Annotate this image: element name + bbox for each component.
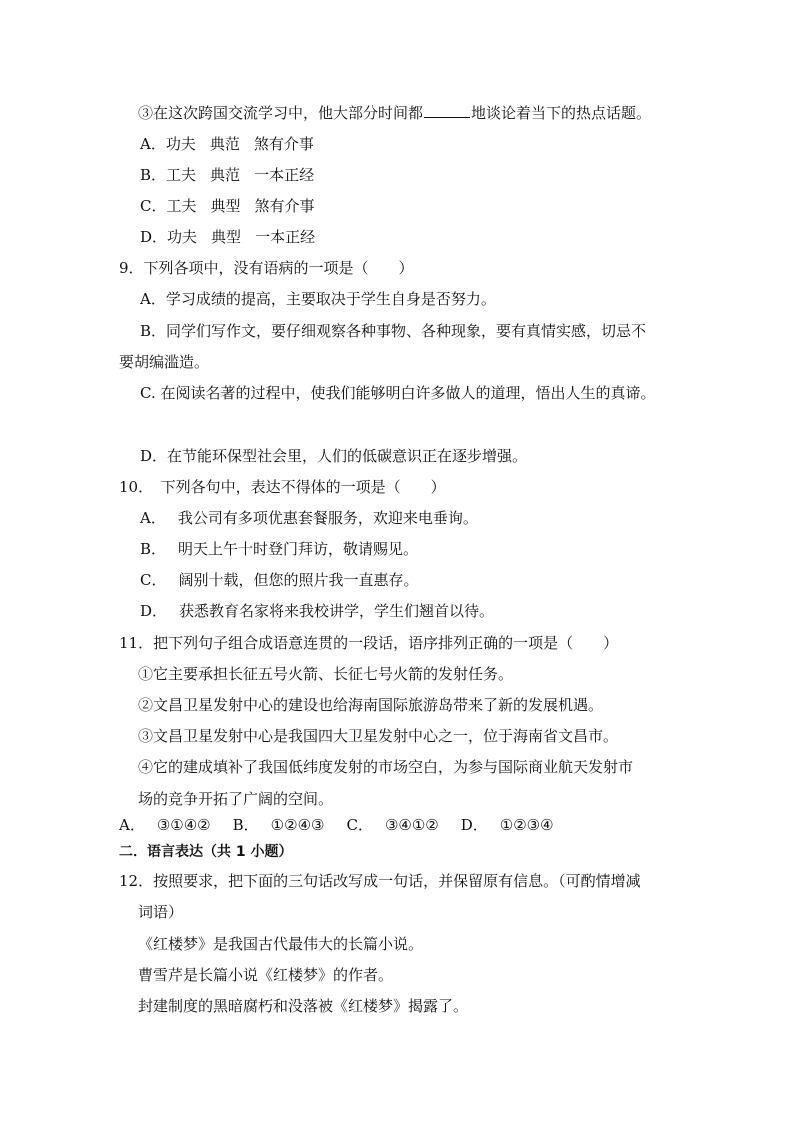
- q8-option-d: [140, 226, 315, 248]
- option-letter: D．: [140, 228, 168, 246]
- option-word: 煞有介事: [254, 197, 315, 215]
- option-letter: B．: [140, 166, 167, 184]
- q9-option-c: C. 在阅读名著的过程中，使我们能够明白许多做人的道理，悟出人生的真谛。: [140, 384, 656, 402]
- option-text: ①②③④: [499, 816, 554, 834]
- q8-item3-before: ③在这次跨国交流学习中，他大部分时间都: [138, 104, 424, 122]
- option-letter: A．: [119, 816, 145, 834]
- option-text: 明天上午十时登门拜访，敬请赐见。: [178, 540, 419, 558]
- option-text: 我公司有多项优惠套餐服务，欢迎来电垂询。: [177, 509, 478, 527]
- option-letter: C．: [140, 197, 167, 215]
- option-word: 一本正经: [255, 228, 316, 246]
- q11-options: [119, 814, 554, 836]
- q12-sentence-2: 曹雪芹是长篇小说《红楼梦》的作者。: [138, 966, 394, 984]
- q11-sentence-4-line2: 场的竞争开拓了广阔的空间。: [138, 790, 334, 808]
- option-letter: A．: [140, 135, 166, 153]
- option-letter: B．: [232, 816, 259, 834]
- section-heading: 二．语言表达（共 1 小题）: [119, 844, 293, 860]
- q10-stem: 10． 下列各句中，表达不得体的一项是（ ）: [119, 478, 446, 496]
- option-word: 工夫: [166, 166, 197, 184]
- option-letter: D．: [460, 816, 488, 834]
- option-text: ①②④③: [270, 816, 325, 834]
- q10-option-c: [140, 569, 419, 591]
- q12-stem-line2: 词语）: [138, 903, 184, 921]
- option-letter: C．: [140, 571, 167, 589]
- q12-sentence-1: 《红楼梦》是我国古代最伟大的长篇小说。: [138, 935, 424, 953]
- q8-option-b: [140, 164, 314, 186]
- q11-sentence-3: ③文昌卫星发射中心是我国四大卫星发射中心之一，位于海南省文昌市。: [138, 727, 619, 745]
- option-word: 典范: [209, 135, 240, 153]
- q10-option-b: [140, 538, 418, 560]
- option-word: 煞有介事: [253, 135, 314, 153]
- option-text: 获悉教育名家将来我校讲学，学生们翘首以待。: [179, 602, 495, 620]
- option-letter: D．: [140, 602, 168, 620]
- q9-option-d: D．在节能环保型社会里，人们的低碳意识正在逐步增强。: [140, 447, 528, 465]
- q8-item3-after: 地谈论着当下的热点话题。: [471, 104, 652, 122]
- q9-stem: 9．下列各项中，没有语病的一项是（ ）: [119, 259, 414, 277]
- option-letter: A．: [140, 509, 166, 527]
- q11-sentence-1: ①它主要承担长征五号火箭、长征七号火箭的发射任务。: [138, 665, 514, 683]
- option-text: ③④①②: [384, 816, 439, 834]
- q11-sentence-2: ②文昌卫星发射中心的建设也给海南国际旅游岛带来了新的发展机遇。: [138, 696, 604, 714]
- option-letter: C．: [346, 816, 373, 834]
- q9-option-b-line2: 要胡编滥造。: [119, 353, 210, 371]
- q12-stem-line1: 12．按照要求，把下面的三句话改写成一句话，并保留原有信息。（可酌情增减: [119, 872, 641, 890]
- q9-option-b-line1: B．同学们写作文，要仔细观察各种事物、各种现象，要有真情实感，切忌不: [140, 322, 647, 340]
- q9-option-a: A．学习成绩的提高，主要取决于学生自身是否努力。: [140, 290, 496, 308]
- option-word: 典型: [211, 228, 242, 246]
- option-letter: B．: [140, 540, 167, 558]
- option-word: 典型: [210, 197, 241, 215]
- q11-stem: 11．把下列句子组合成语意连贯的一段话，语序排列正确的一项是（ ）: [119, 634, 619, 652]
- option-word: 典范: [210, 166, 241, 184]
- option-word: 功夫: [167, 228, 198, 246]
- option-text: 阔别十载，但您的照片我一直惠存。: [178, 571, 419, 589]
- answer-blank: [424, 103, 470, 118]
- q8-item3: [138, 102, 651, 124]
- q8-option-c: [140, 195, 315, 217]
- option-word: 一本正经: [254, 166, 315, 184]
- q8-option-a: [140, 133, 314, 155]
- option-text: ③①④②: [156, 816, 211, 834]
- q10-option-a: [140, 507, 478, 529]
- q11-sentence-4-line1: ④它的建成填补了我国低纬度发射的市场空白，为参与国际商业航天发射市: [138, 758, 634, 776]
- q10-option-d: [140, 600, 494, 622]
- q12-sentence-3: 封建制度的黑暗腐朽和没落被《红楼梦》揭露了。: [138, 997, 469, 1015]
- option-word: 功夫: [165, 135, 196, 153]
- option-word: 工夫: [166, 197, 197, 215]
